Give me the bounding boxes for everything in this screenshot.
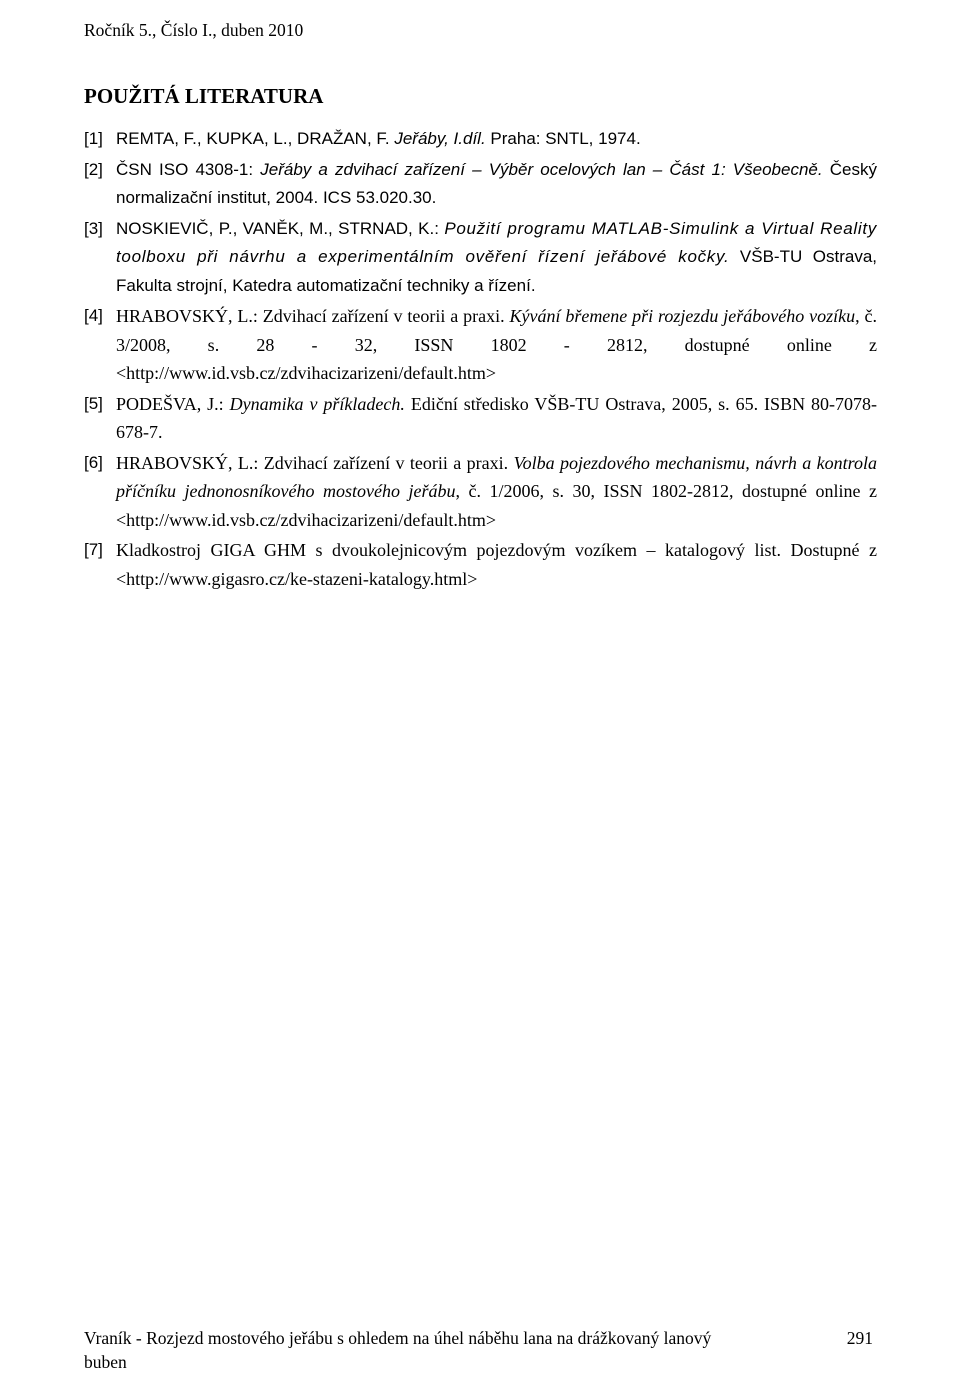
reference-prefix: ČSN ISO 4308-1: <box>116 159 261 179</box>
reference-rest: Praha: SNTL, 1974. <box>485 129 641 148</box>
reference-title: Jeřáby, I.díl. <box>394 129 486 148</box>
reference-number: [2] <box>84 159 103 179</box>
reference-item <box>84 390 877 447</box>
reference-title: Dynamika v příkladech. <box>229 393 405 414</box>
running-footer: Vraník - Rozjezd mostového jeřábu s ohledem na úhel náběhu lana na drážkovaný lanový buben <box>84 1328 712 1372</box>
reference-authors: PODEŠVA, J.: <box>116 393 230 414</box>
reference-text <box>116 390 877 447</box>
reference-rest: , č. 1/2006, s. 30, ISSN 1802-2812, dostupné online z <http://www.id.vsb.cz/zdvihacizarizeni/default.htm> <box>116 481 877 530</box>
reference-number: [3] <box>84 218 103 238</box>
reference-authors: REMTA, F., KUPKA, L., DRAŽAN, F. <box>116 129 395 148</box>
reference-authors: NOSKIEVIČ, P., VANĚK, M., STRNAD, K.: <box>116 218 445 238</box>
reference-item <box>84 125 877 154</box>
reference-item <box>84 449 877 535</box>
reference-text <box>116 449 877 535</box>
reference-text <box>116 302 877 388</box>
reference-authors: HRABOVSKÝ, L.: Zdvihací zařízení v teorii a praxi. <box>116 452 514 473</box>
reference-text <box>116 156 877 213</box>
reference-list <box>84 125 877 593</box>
reference-item <box>84 302 877 388</box>
page-number: 291 <box>846 1328 873 1348</box>
reference-rest: VŠB-TU Ostrava, Fakulta strojní, Katedra automatizační techniky a řízení. <box>116 247 877 295</box>
reference-text <box>116 215 877 301</box>
reference-title: Kývání břemene při rozjezdu jeřábového vozíku <box>509 306 856 326</box>
section-title: POUŽITÁ LITERATURA <box>84 84 324 108</box>
running-header: Ročník 5., Číslo I., duben 2010 <box>84 20 304 40</box>
reference-authors: HRABOVSKÝ, L.: Zdvihací zařízení v teorii a praxi. <box>116 306 510 326</box>
reference-number: [6] <box>84 452 103 472</box>
reference-title: Jeřáby a zdvihací zařízení – Výběr ocelových lan – Část 1: Všeobecně. <box>260 159 823 179</box>
reference-text <box>116 125 877 154</box>
reference-item <box>84 156 877 213</box>
reference-title: Použití programu MATLAB-Simulink a Virtual Reality toolboxu při návrhu a experimentálním ověření řízení jeřábové kočky. <box>116 218 877 266</box>
reference-number: [1] <box>84 129 103 148</box>
reference-number: [7] <box>84 540 103 559</box>
reference-item <box>84 536 877 593</box>
reference-rest: Český normalizační institut, 2004. ICS 53.020.30. <box>116 159 877 207</box>
reference-number: [5] <box>84 393 103 413</box>
reference-number: [4] <box>84 306 103 325</box>
reference-text: Kladkostroj GIGA GHM s dvoukolejnicovým pojezdovým vozíkem – katalogový list. Dostupné z <http://www.gigasro.cz/ke-stazeni-katalogy.html> <box>116 540 877 589</box>
reference-title: Volba pojezdového mechanismu, návrh a kontrola příčníku jednonosníkového mostového jeřábu <box>116 452 877 501</box>
reference-item <box>84 215 877 301</box>
reference-rest: , č. 3/2008, s. 28 - 32, ISSN 1802 - 2812, dostupné online z <http://www.id.vsb.cz/zdvihacizarizeni/default.htm> <box>116 306 877 383</box>
reference-rest: Ediční středisko VŠB-TU Ostrava, 2005, s. 65. ISBN 80-7078-678-7. <box>116 393 877 442</box>
